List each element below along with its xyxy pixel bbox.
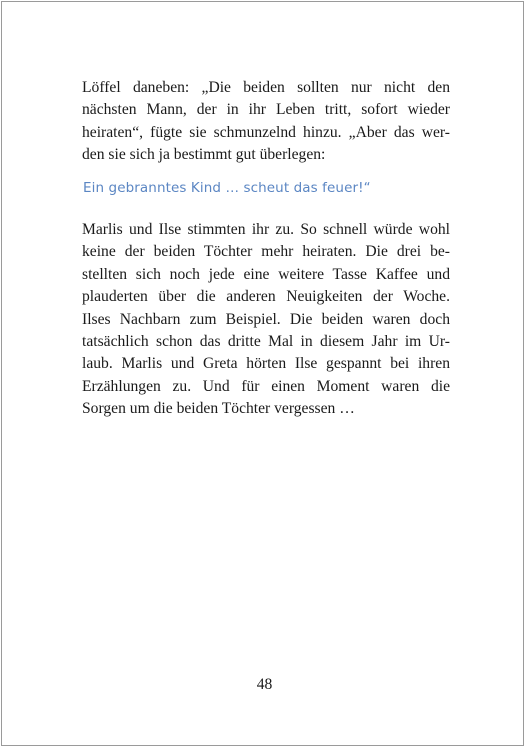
paragraph-1: [82, 77, 450, 167]
text-line: Löffel daneben: „Die beiden sollten nur nicht den: [82, 79, 450, 96]
text-line: Sorgen um die beiden Töchter vergessen …: [82, 400, 355, 418]
text-line: plauderten über die anderen Neuigkeiten der Woche.: [82, 288, 450, 306]
text-line: Erzählungen zu. Und für einen Moment waren die: [82, 377, 450, 395]
book-page: [1, 1, 524, 746]
text-line: den sie sich ja bestimmt gut überlegen:: [82, 146, 326, 164]
text-line: keine der beiden Töchter mehr heiraten. Die drei be-: [82, 243, 450, 261]
page-number: 48: [256, 676, 273, 693]
text-line: stellten sich noch jede eine weitere Tasse Kaffee und: [82, 265, 450, 283]
text-line: heiraten“, fügte sie schmunzelnd hinzu. „Aber das wer-: [82, 123, 450, 141]
text-line: Ilses Nachbarn zum Beispiel. Die beiden waren doch: [82, 310, 450, 328]
text-line: laub. Marlis und Greta hörten Ilse gespannt bei ihren: [82, 355, 450, 373]
paragraph-2: [82, 219, 450, 421]
text-line: tatsächlich schon das dritte Mal in diesem Jahr im Ur-: [82, 333, 450, 351]
highlight-quote: Ein gebranntes Kind … scheut das feuer!“: [83, 180, 371, 196]
text-line: Marlis und Ilse stimmten ihr zu. So schnell würde wohl: [82, 221, 450, 238]
text-line: nächsten Mann, der in ihr Leben tritt, sofort wieder: [82, 101, 450, 119]
